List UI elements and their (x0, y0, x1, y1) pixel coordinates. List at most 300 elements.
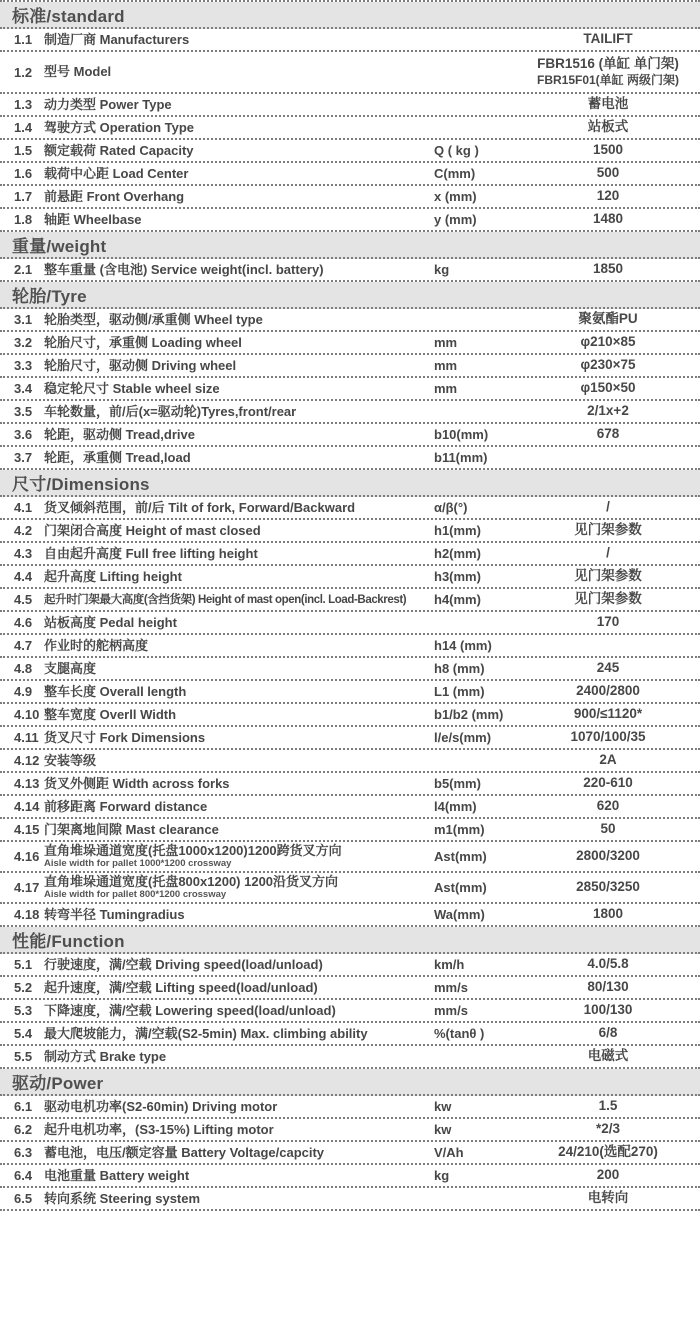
row-number: 1.3 (14, 97, 33, 112)
row-number: 3.2 (14, 335, 33, 350)
row-value: 50 (600, 821, 616, 837)
row-label: 轮胎尺寸，驱动侧 Driving wheel (44, 357, 237, 373)
row-label: 自由起升高度 Full free lifting height (44, 545, 258, 561)
row-label: 轮胎尺寸，承重侧 Loading wheel (44, 334, 242, 350)
row-unit: h1(mm) (434, 523, 481, 538)
row-value-cell (530, 614, 700, 631)
spec-row (0, 796, 700, 819)
section-header (0, 2, 700, 29)
row-value-cell (530, 545, 700, 562)
row-number: 5.4 (14, 1026, 33, 1041)
row-value-cell (530, 752, 700, 769)
row-value: 620 (596, 798, 620, 814)
row-number: 4.15 (14, 822, 40, 837)
row-number: 3.6 (14, 427, 33, 442)
spec-row (0, 873, 700, 904)
row-label: 轴距 Wheelbase (44, 211, 142, 227)
spec-row (0, 658, 700, 681)
section-header (0, 470, 700, 497)
row-label: 作业时的舵柄高度 (44, 637, 149, 653)
spec-row (0, 704, 700, 727)
row-label-cell (44, 1049, 434, 1065)
row-label: 驾驶方式 Operation Type (44, 119, 194, 135)
row-number: 1.6 (14, 166, 33, 181)
row-label-cell (44, 97, 434, 113)
spec-row (0, 773, 700, 796)
spec-row (0, 52, 700, 94)
row-label-cell (44, 569, 434, 585)
spec-row (0, 94, 700, 117)
row-label: 轮胎类型，驱动侧/承重侧 Wheel type (44, 311, 263, 327)
row-value-cell (530, 568, 700, 585)
row-label: 起升高度 Lifting height (44, 568, 182, 584)
row-number: 5.2 (14, 980, 33, 995)
row-number: 1.2 (14, 64, 33, 80)
row-value: 1.5 (598, 1098, 618, 1114)
row-unit: L1 (mm) (434, 684, 485, 699)
section-header (0, 232, 700, 259)
row-value: 见门架参数 (574, 591, 642, 607)
row-value: 1800 (592, 906, 624, 922)
row-label-cell (44, 638, 434, 654)
spec-row (0, 355, 700, 378)
row-number: 6.3 (14, 1145, 33, 1160)
spec-row (0, 1096, 700, 1119)
row-label-cell (44, 1026, 434, 1042)
row-value: 220-610 (583, 775, 633, 791)
row-label-cell (44, 427, 434, 443)
row-value: 1850 (592, 261, 624, 277)
spec-row (0, 1000, 700, 1023)
row-label: 轮距，承重侧 Tread,load (44, 449, 191, 465)
spec-row (0, 401, 700, 424)
row-number: 5.3 (14, 1003, 33, 1018)
row-unit: y (mm) (434, 212, 477, 227)
row-value-cell (530, 1098, 700, 1115)
section-header (0, 282, 700, 309)
row-value: 电转向 (587, 1190, 629, 1206)
spec-row (0, 332, 700, 355)
row-value-cell (530, 729, 700, 746)
row-number: 1.5 (14, 143, 33, 158)
row-value: 1500 (592, 142, 624, 158)
row-label-cell (44, 381, 434, 397)
row-number: 4.4 (14, 569, 33, 584)
row-value: TAILIFT (583, 31, 633, 47)
section-title: 重量/weight (12, 237, 107, 256)
spec-row (0, 612, 700, 635)
row-value-cell (530, 188, 700, 205)
row-number: 5.1 (14, 957, 33, 972)
spec-row (0, 1119, 700, 1142)
row-unit: h3(mm) (434, 569, 481, 584)
row-label-cell (44, 1191, 434, 1207)
row-value: / (606, 545, 610, 561)
spec-row (0, 1046, 700, 1069)
row-unit: h4(mm) (434, 592, 481, 607)
section-header (0, 927, 700, 954)
row-label-cell (44, 262, 434, 278)
row-value: φ150×50 (580, 380, 636, 396)
row-value: 2/1x+2 (587, 403, 629, 419)
row-number: 3.3 (14, 358, 33, 373)
row-label: 整车长度 Overall length (44, 683, 187, 699)
row-value: 站板式 (587, 119, 629, 135)
row-value: 245 (596, 660, 620, 676)
row-value-cell (530, 979, 700, 996)
row-label-cell (44, 1145, 434, 1161)
row-label-cell (44, 843, 434, 870)
row-label: 下降速度，满/空载 Lowering speed(load/unload) (44, 1002, 336, 1018)
row-value-cell (530, 1144, 700, 1161)
row-label-cell (44, 615, 434, 631)
row-number: 4.16 (14, 849, 40, 864)
row-value: 1070/100/35 (570, 729, 646, 745)
spec-row (0, 186, 700, 209)
row-unit: km/h (434, 957, 465, 972)
spec-row (0, 589, 700, 612)
row-number: 4.9 (14, 684, 33, 699)
spec-row (0, 424, 700, 447)
row-number: 6.2 (14, 1122, 33, 1137)
row-label-cell (44, 500, 434, 516)
row-label-cell (44, 212, 434, 228)
row-label-cell (44, 591, 434, 608)
row-number: 4.7 (14, 638, 33, 653)
row-unit: mm (434, 335, 458, 350)
row-label: 稳定轮尺寸 Stable wheel size (44, 380, 220, 396)
spec-row (0, 117, 700, 140)
row-value: 蓄电池 (587, 96, 629, 112)
row-label: 载荷中心距 Load Center (44, 165, 189, 181)
row-number: 3.7 (14, 450, 33, 465)
row-number: 4.5 (14, 592, 33, 607)
row-label-cell (44, 64, 434, 80)
row-label-cell (44, 957, 434, 973)
row-label-cell (44, 874, 434, 901)
row-sublabel: Aisle width for pallet 800*1200 crossway (44, 888, 227, 900)
row-label-cell (44, 523, 434, 539)
row-number: 4.12 (14, 753, 40, 768)
row-label: 安装等级 (44, 752, 97, 768)
row-value-cell (530, 380, 700, 397)
row-value: *2/3 (595, 1121, 621, 1137)
spec-row (0, 29, 700, 52)
row-label: 货叉倾斜范围，前/后 Tilt of fork, Forward/Backward (44, 499, 356, 515)
row-value-cell (530, 660, 700, 677)
row-label-cell (44, 404, 434, 420)
row-value-cell (530, 1167, 700, 1184)
row-label-cell (44, 143, 434, 159)
row-value: / (606, 499, 610, 515)
row-label: 制造厂商 Manufacturers (44, 31, 190, 47)
row-label-cell (44, 546, 434, 562)
row-label: 动力类型 Power Type (44, 96, 172, 112)
row-unit: kw (434, 1122, 452, 1137)
row-label: 额定载荷 Rated Capacity (44, 142, 194, 158)
row-value: 900/≤1120* (573, 706, 643, 722)
row-value: 170 (596, 614, 620, 630)
row-value: 2400/2800 (576, 683, 640, 699)
row-value-cell (530, 591, 700, 608)
row-label: 行驶速度，满/空载 Driving speed(load/unload) (44, 956, 323, 972)
row-unit: b5(mm) (434, 776, 481, 791)
row-label: 起升时门架最大高度(含挡货架) Height of mast open(incl. Load-Backrest) (44, 594, 407, 607)
row-value: 见门架参数 (574, 522, 642, 538)
row-value: 100/130 (583, 1002, 633, 1018)
row-number: 4.17 (14, 880, 40, 895)
row-value-cell (530, 357, 700, 374)
row-label-cell (44, 1003, 434, 1019)
row-value-cell (530, 821, 700, 838)
row-unit: x (mm) (434, 189, 477, 204)
row-label: 型号 Model (44, 64, 112, 80)
row-number: 4.1 (14, 500, 33, 515)
row-label: 站板高度 Pedal height (44, 614, 177, 630)
row-value: 1480 (592, 211, 624, 227)
row-unit: b10(mm) (434, 427, 489, 442)
row-unit: kw (434, 1099, 452, 1114)
row-value: 200 (596, 1167, 620, 1183)
row-value-cell (530, 1025, 700, 1042)
row-value: 6/8 (598, 1025, 618, 1041)
row-value-cell (530, 956, 700, 973)
row-unit: kg (434, 262, 450, 277)
row-value-cell (530, 499, 700, 516)
row-number: 6.5 (14, 1191, 33, 1206)
row-unit: α/β(°) (434, 500, 468, 515)
spec-row (0, 1142, 700, 1165)
row-sublabel: Aisle width for pallet 1000*1200 crossway (44, 857, 232, 869)
spec-row (0, 378, 700, 401)
row-value: φ210×85 (580, 334, 636, 350)
row-value: 500 (596, 165, 620, 181)
row-number: 4.11 (14, 730, 39, 745)
row-number: 4.18 (14, 907, 40, 922)
spec-row (0, 904, 700, 927)
row-value-cell (530, 31, 700, 48)
row-number: 1.4 (14, 120, 33, 135)
row-value-cell (530, 426, 700, 443)
row-number: 4.8 (14, 661, 33, 676)
row-label: 最大爬坡能力，满/空载(S2-5min) Max. climbing ability (44, 1025, 368, 1041)
row-label: 直角堆垛通道宽度(托盘800x1200) 1200沿货叉方向 (44, 874, 339, 890)
row-value-line2: FBR15F01(单缸 两级门架) (536, 72, 679, 87)
row-unit: h2(mm) (434, 546, 481, 561)
row-label: 电池重量 Battery weight (44, 1167, 190, 1183)
spec-row (0, 520, 700, 543)
row-value-cell (530, 1121, 700, 1138)
row-value-cell (530, 683, 700, 700)
row-label: 前移距离 Forward distance (44, 798, 208, 814)
row-label: 起升电机功率，(S3-15%) Lifting motor (44, 1121, 274, 1137)
row-value-cell (530, 1002, 700, 1019)
row-value-cell (530, 261, 700, 278)
row-label: 整车重量 (含电池) Service weight(incl. battery) (44, 261, 324, 277)
row-unit: %(tanθ ) (434, 1026, 485, 1041)
row-number: 4.10 (14, 707, 40, 722)
row-label-cell (44, 822, 434, 838)
row-unit: Wa(mm) (434, 907, 485, 922)
row-unit: Q ( kg ) (434, 143, 479, 158)
row-value-cell (530, 906, 700, 923)
row-label: 转弯半径 Tumingradius (44, 906, 185, 922)
row-value: 678 (596, 426, 620, 442)
spec-row (0, 842, 700, 873)
row-label-cell (44, 189, 434, 205)
row-label-cell (44, 799, 434, 815)
row-unit: mm (434, 381, 458, 396)
row-label: 门架离地间隙 Mast clearance (44, 821, 219, 837)
spec-row (0, 209, 700, 232)
spec-row (0, 566, 700, 589)
row-unit: h8 (mm) (434, 661, 485, 676)
row-unit: b1/b2 (mm) (434, 707, 504, 722)
row-label: 轮距，驱动侧 Tread,drive (44, 426, 195, 442)
row-value-cell (530, 706, 700, 723)
row-unit: C(mm) (434, 166, 476, 181)
row-unit: Ast(mm) (434, 849, 487, 864)
row-label-cell (44, 1099, 434, 1115)
row-label-cell (44, 120, 434, 136)
row-number: 6.4 (14, 1168, 33, 1183)
row-number: 2.1 (14, 262, 33, 277)
row-value-cell (530, 1048, 700, 1065)
section-title: 性能/Function (12, 932, 125, 951)
spec-row (0, 497, 700, 520)
row-unit: mm/s (434, 1003, 468, 1018)
row-value: 电磁式 (587, 1048, 629, 1064)
row-value: 4.0/5.8 (587, 956, 629, 972)
row-label-cell (44, 358, 434, 374)
section-title: 标准/standard (12, 7, 125, 26)
section-header (0, 1069, 700, 1096)
row-value-cell (530, 311, 700, 328)
spec-row (0, 681, 700, 704)
row-value-cell (530, 1190, 700, 1207)
row-number: 1.7 (14, 189, 33, 204)
row-unit: m1(mm) (434, 822, 485, 837)
row-unit: mm/s (434, 980, 468, 995)
row-label-cell (44, 980, 434, 996)
row-label: 蓄电池，电压/额定容量 Battery Voltage/capcity (44, 1144, 325, 1160)
spec-row (0, 1188, 700, 1211)
row-value-cell (530, 848, 700, 865)
row-number: 4.14 (14, 799, 40, 814)
spec-row (0, 1023, 700, 1046)
row-label: 前悬距 Front Overhang (44, 188, 185, 204)
row-label: 货叉外侧距 Width across forks (44, 775, 230, 791)
row-number: 5.5 (14, 1049, 33, 1064)
row-label: 货叉尺寸 Fork Dimensions (44, 729, 206, 745)
row-label-cell (44, 32, 434, 48)
row-value: 见门架参数 (574, 568, 642, 584)
row-label-cell (44, 730, 434, 746)
row-value-cell (530, 119, 700, 136)
row-label: 支腿高度 (44, 660, 97, 676)
row-number: 4.13 (14, 776, 40, 791)
row-value-cell (530, 165, 700, 182)
spec-row (0, 977, 700, 1000)
row-label: 转向系统 Steering system (44, 1190, 201, 1206)
row-label: 直角堆垛通道宽度(托盘1000x1200)1200跨货叉方向 (44, 843, 342, 859)
row-unit: Ast(mm) (434, 880, 487, 895)
section-title: 轮胎/Tyre (12, 287, 87, 306)
row-number: 1.1 (14, 32, 33, 47)
row-unit: V/Ah (434, 1145, 464, 1160)
row-unit: kg (434, 1168, 450, 1183)
spec-row (0, 309, 700, 332)
row-number: 4.2 (14, 523, 33, 538)
row-label-cell (44, 661, 434, 677)
row-number: 3.1 (14, 312, 33, 327)
row-label-cell (44, 312, 434, 328)
row-label-cell (44, 753, 434, 769)
row-label-cell (44, 1122, 434, 1138)
spec-row (0, 163, 700, 186)
row-value-cell (530, 334, 700, 351)
spec-row (0, 447, 700, 470)
row-number: 3.4 (14, 381, 33, 396)
row-label-cell (44, 335, 434, 351)
row-number: 4.6 (14, 615, 33, 630)
row-label: 起升速度，满/空载 Lifting speed(load/unload) (44, 979, 318, 995)
row-value: 2850/3250 (576, 879, 640, 895)
row-unit: l4(mm) (434, 799, 477, 814)
spec-row (0, 259, 700, 282)
row-label: 驱动电机功率(S2-60min) Driving motor (44, 1098, 278, 1114)
row-value: φ230×75 (580, 357, 636, 373)
row-unit: l/e/s(mm) (434, 730, 492, 745)
row-unit: h14 (mm) (434, 638, 492, 653)
row-label: 整车宽度 Overll Width (44, 706, 177, 722)
row-value: FBR1516 (单缸 单门架) (537, 56, 679, 72)
row-value-cell (530, 522, 700, 539)
row-label-cell (44, 684, 434, 700)
spec-row (0, 543, 700, 566)
row-value-cell (530, 56, 700, 88)
spec-row (0, 819, 700, 842)
row-number: 3.5 (14, 404, 33, 419)
spec-row (0, 140, 700, 163)
section-title: 尺寸/Dimensions (12, 475, 150, 494)
row-label: 制动方式 Brake type (44, 1048, 167, 1064)
spec-row (0, 954, 700, 977)
row-label-cell (44, 776, 434, 792)
spec-row (0, 750, 700, 773)
row-label-cell (44, 166, 434, 182)
row-label-cell (44, 707, 434, 723)
row-value: 80/130 (587, 979, 629, 995)
row-value-cell (530, 775, 700, 792)
row-number: 4.3 (14, 546, 33, 561)
row-unit: mm (434, 358, 458, 373)
row-value: 2A (599, 752, 617, 768)
row-label-cell (44, 1168, 434, 1184)
row-number: 1.8 (14, 212, 33, 227)
row-value-cell (530, 798, 700, 815)
row-label-cell (44, 450, 434, 466)
row-label-cell (44, 907, 434, 923)
spec-row (0, 727, 700, 750)
spec-row (0, 635, 700, 658)
row-value-cell (530, 211, 700, 228)
row-value: 聚氨酯PU (578, 311, 638, 327)
row-value-cell (530, 96, 700, 113)
row-value-cell (530, 142, 700, 159)
row-unit: b11(mm) (434, 450, 488, 465)
row-value: 2800/3200 (576, 848, 640, 864)
